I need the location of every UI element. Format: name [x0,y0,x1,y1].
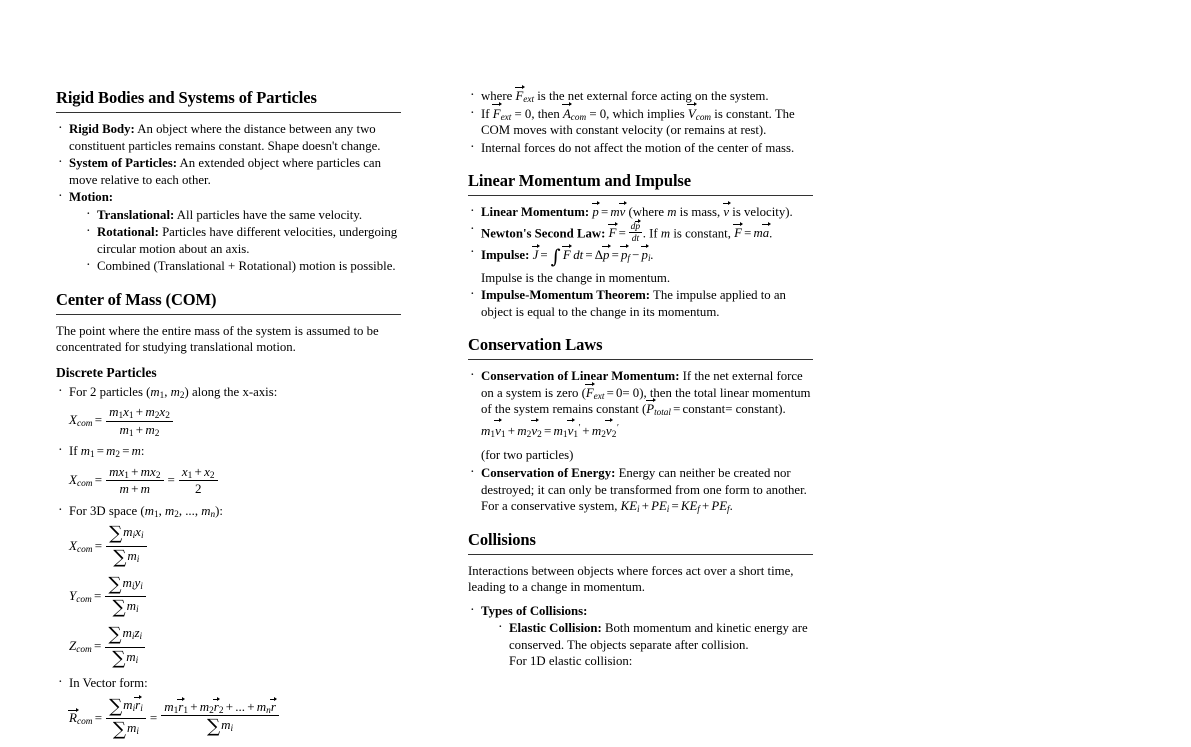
term-motion: Motion: [69,190,114,205]
text-3d-space: For 3D space (m1, m2, ..., mn): [69,503,223,519]
formula-momentum-conservation: m1v 1 + m2v 2 = m1v 1′ + m2v 2′ [481,421,813,441]
formula-ycom-3d: Ycom = $\frac{\text{∑miyi}}{\sum mi}$ [56,575,401,619]
spacer [468,158,813,171]
heading-rule [468,554,813,555]
text-vector-form: In Vector form: [69,676,148,691]
term-impulse-momentum-theorem: Impulse-Momentum Theorem: [481,288,651,303]
section-collisions [468,530,813,670]
momentum-list [468,204,813,320]
collisions-intro-text: Interactions between objects where forces act over a short time, leading to a change in momentum. [468,564,794,595]
section-heading-center-of-mass: Center of Mass (COM) [56,289,217,309]
text-two-particles: For 2 particles (m1, m2) along the x-axis: [69,384,278,400]
formula-xcom-two-particles: Xcom = $\frac{m1x1 + m2x2}{m1 + m2}$ [56,405,401,437]
text-internal-forces: Internal forces do not affect the motion of the center of mass. [481,140,795,155]
term-impulse: Impulse: [481,248,530,263]
formula-newtons-second-law: F = $\frac{dp}{dt}$ [609,226,643,240]
com-continuation-list [468,88,813,156]
text-conservation-momentum: If the net external force on a system is zero (F ext = 0= 0), then the total linear momentum of the system remains constant (P total = constant= constant). [481,369,811,418]
collisions-list [468,603,813,670]
list-item [56,675,401,692]
left-column [56,88,401,747]
list-item-where [468,88,813,105]
list-item [468,222,813,244]
list-item [468,465,813,515]
list-item [468,245,813,286]
list-item [56,189,401,275]
formula-xcom-equal-masses: Xcom = $\frac{mx1 + mx2}{m + m}$ = $\frac{x1 + x2}{2}$ [56,465,401,497]
text-impulse-change: Impulse is the change in momentum. [481,270,671,285]
spacer [56,277,401,290]
com-equal-mass-list [56,443,401,460]
term-conservation-energy: Conservation of Energy: [481,466,616,481]
list-item [56,155,401,188]
list-item [84,224,401,257]
formula-impulse: J = ∫ F dt = Δp = p f − p i. [532,245,654,269]
note-two-particles: (for two particles) [481,448,574,463]
text-conservation-energy: Energy can neither be created nor destroyed; it can only be transformed from one form to another. [481,466,807,497]
motion-sublist [69,207,401,275]
text-rigid-body: An object where the distance between any two constituent particles remains constant. Shape doesn't change. [69,122,381,153]
com-intro-text: The point where the entire mass of the system is assumed to be concentrated for studying translational motion. [56,323,379,355]
term-conservation-momentum: Conservation of Linear Momentum: [481,369,680,384]
list-item [468,287,813,320]
list-item [468,603,813,670]
section-heading-conservation-laws: Conservation Laws [468,335,603,355]
spacer [468,322,813,335]
formula-energy-conservation: KEi + PEi = KEf + PEf [620,499,730,515]
text-newtons-second-law: . If m is constant, F = ma . [643,226,773,240]
text-conservative-system: For a conservative system, KEi + PEi = KEf + PEf. [481,499,733,515]
conservation-list [468,368,813,515]
text-combined-motion: Combined (Translational + Rotational) motion is possible. [97,259,396,274]
text-impulse-momentum-theorem: The impulse applied to an object is equal to the change in its momentum. [481,288,786,319]
text-linear-momentum: (where m is mass, v is velocity). [628,205,792,219]
list-item [468,368,813,463]
term-translational: Translational: [97,207,175,222]
list-item [468,204,813,221]
text-elastic-collision: Both momentum and kinetic energy are conserved. The objects separate after collision. [509,621,808,652]
list-item [56,121,401,154]
com-3d-list [56,503,401,520]
term-rigid-body: Rigid Body: [69,122,135,137]
term-system-of-particles: System of Particles: [69,156,178,171]
text-equal-masses: If m1 = m2 = m: [69,444,145,460]
term-newtons-second-law: Newton's Second Law: [481,225,606,240]
text-where-fext: where F ext is the net external force acting on the system. [481,89,769,103]
section-center-of-mass [56,290,401,742]
text-rotational: Particles have different velocities, undergoing circular motion about an axis. [97,225,398,256]
spacer [468,517,813,530]
heading-rule [56,314,401,315]
section-heading-linear-momentum: Linear Momentum and Impulse [468,171,691,190]
list-item [84,258,401,275]
heading-rule [468,359,813,360]
text-1d-elastic-collision: For 1D elastic collision: [509,654,633,669]
formula-xcom-3d: Xcom = $\frac{\text{∑mixi}}{\sum mi}$ [56,524,401,568]
rigid-bodies-list [56,121,401,275]
com-vector-list [56,675,401,692]
formula-zcom-3d: Zcom = $\frac{\text{∑mizi}}{\sum mi}$ [56,625,401,669]
text-translational: All particles have the same velocity. [176,207,363,222]
formula-linear-momentum: p = mv [592,205,625,219]
formula-vector-com: R com = ∑mir i ∑mi = m1r 1 + m2r 2 + ... + mnr ∑mi [56,697,401,741]
term-rotational: Rotational: [97,225,159,240]
section-heading-collisions: Collisions [468,529,536,549]
right-column [468,88,813,672]
section-heading-rigid-bodies: Rigid Bodies and Systems of Particles [56,88,317,107]
list-item [84,207,401,224]
com-formula-list [56,384,401,401]
subheading-discrete-particles: Discrete Particles [56,364,157,380]
list-item [56,443,401,460]
section-rigid-bodies [56,88,401,275]
heading-rule [56,112,401,113]
list-item [468,106,813,139]
section-com-motion-continuation [468,88,813,156]
heading-rule [468,195,813,196]
list-item [56,503,401,520]
term-types-of-collisions: Types of Collisions: [481,603,588,618]
collision-types-sublist [481,620,813,670]
term-elastic-collision: Elastic Collision: [509,621,602,636]
list-item [56,384,401,401]
list-item [468,140,813,157]
section-linear-momentum-impulse [468,171,813,320]
term-linear-momentum: Linear Momentum: [481,205,590,220]
list-item [496,620,813,670]
two-column-layout [56,88,1135,747]
text-system-of-particles: An extended object where particles can move relative to each other. [69,156,381,187]
section-conservation-laws [468,335,813,515]
text-fext-zero: If F ext = 0, then A com = 0, which implies V com is constant. The COM moves with constant velocity (or remains at rest). [481,107,795,138]
